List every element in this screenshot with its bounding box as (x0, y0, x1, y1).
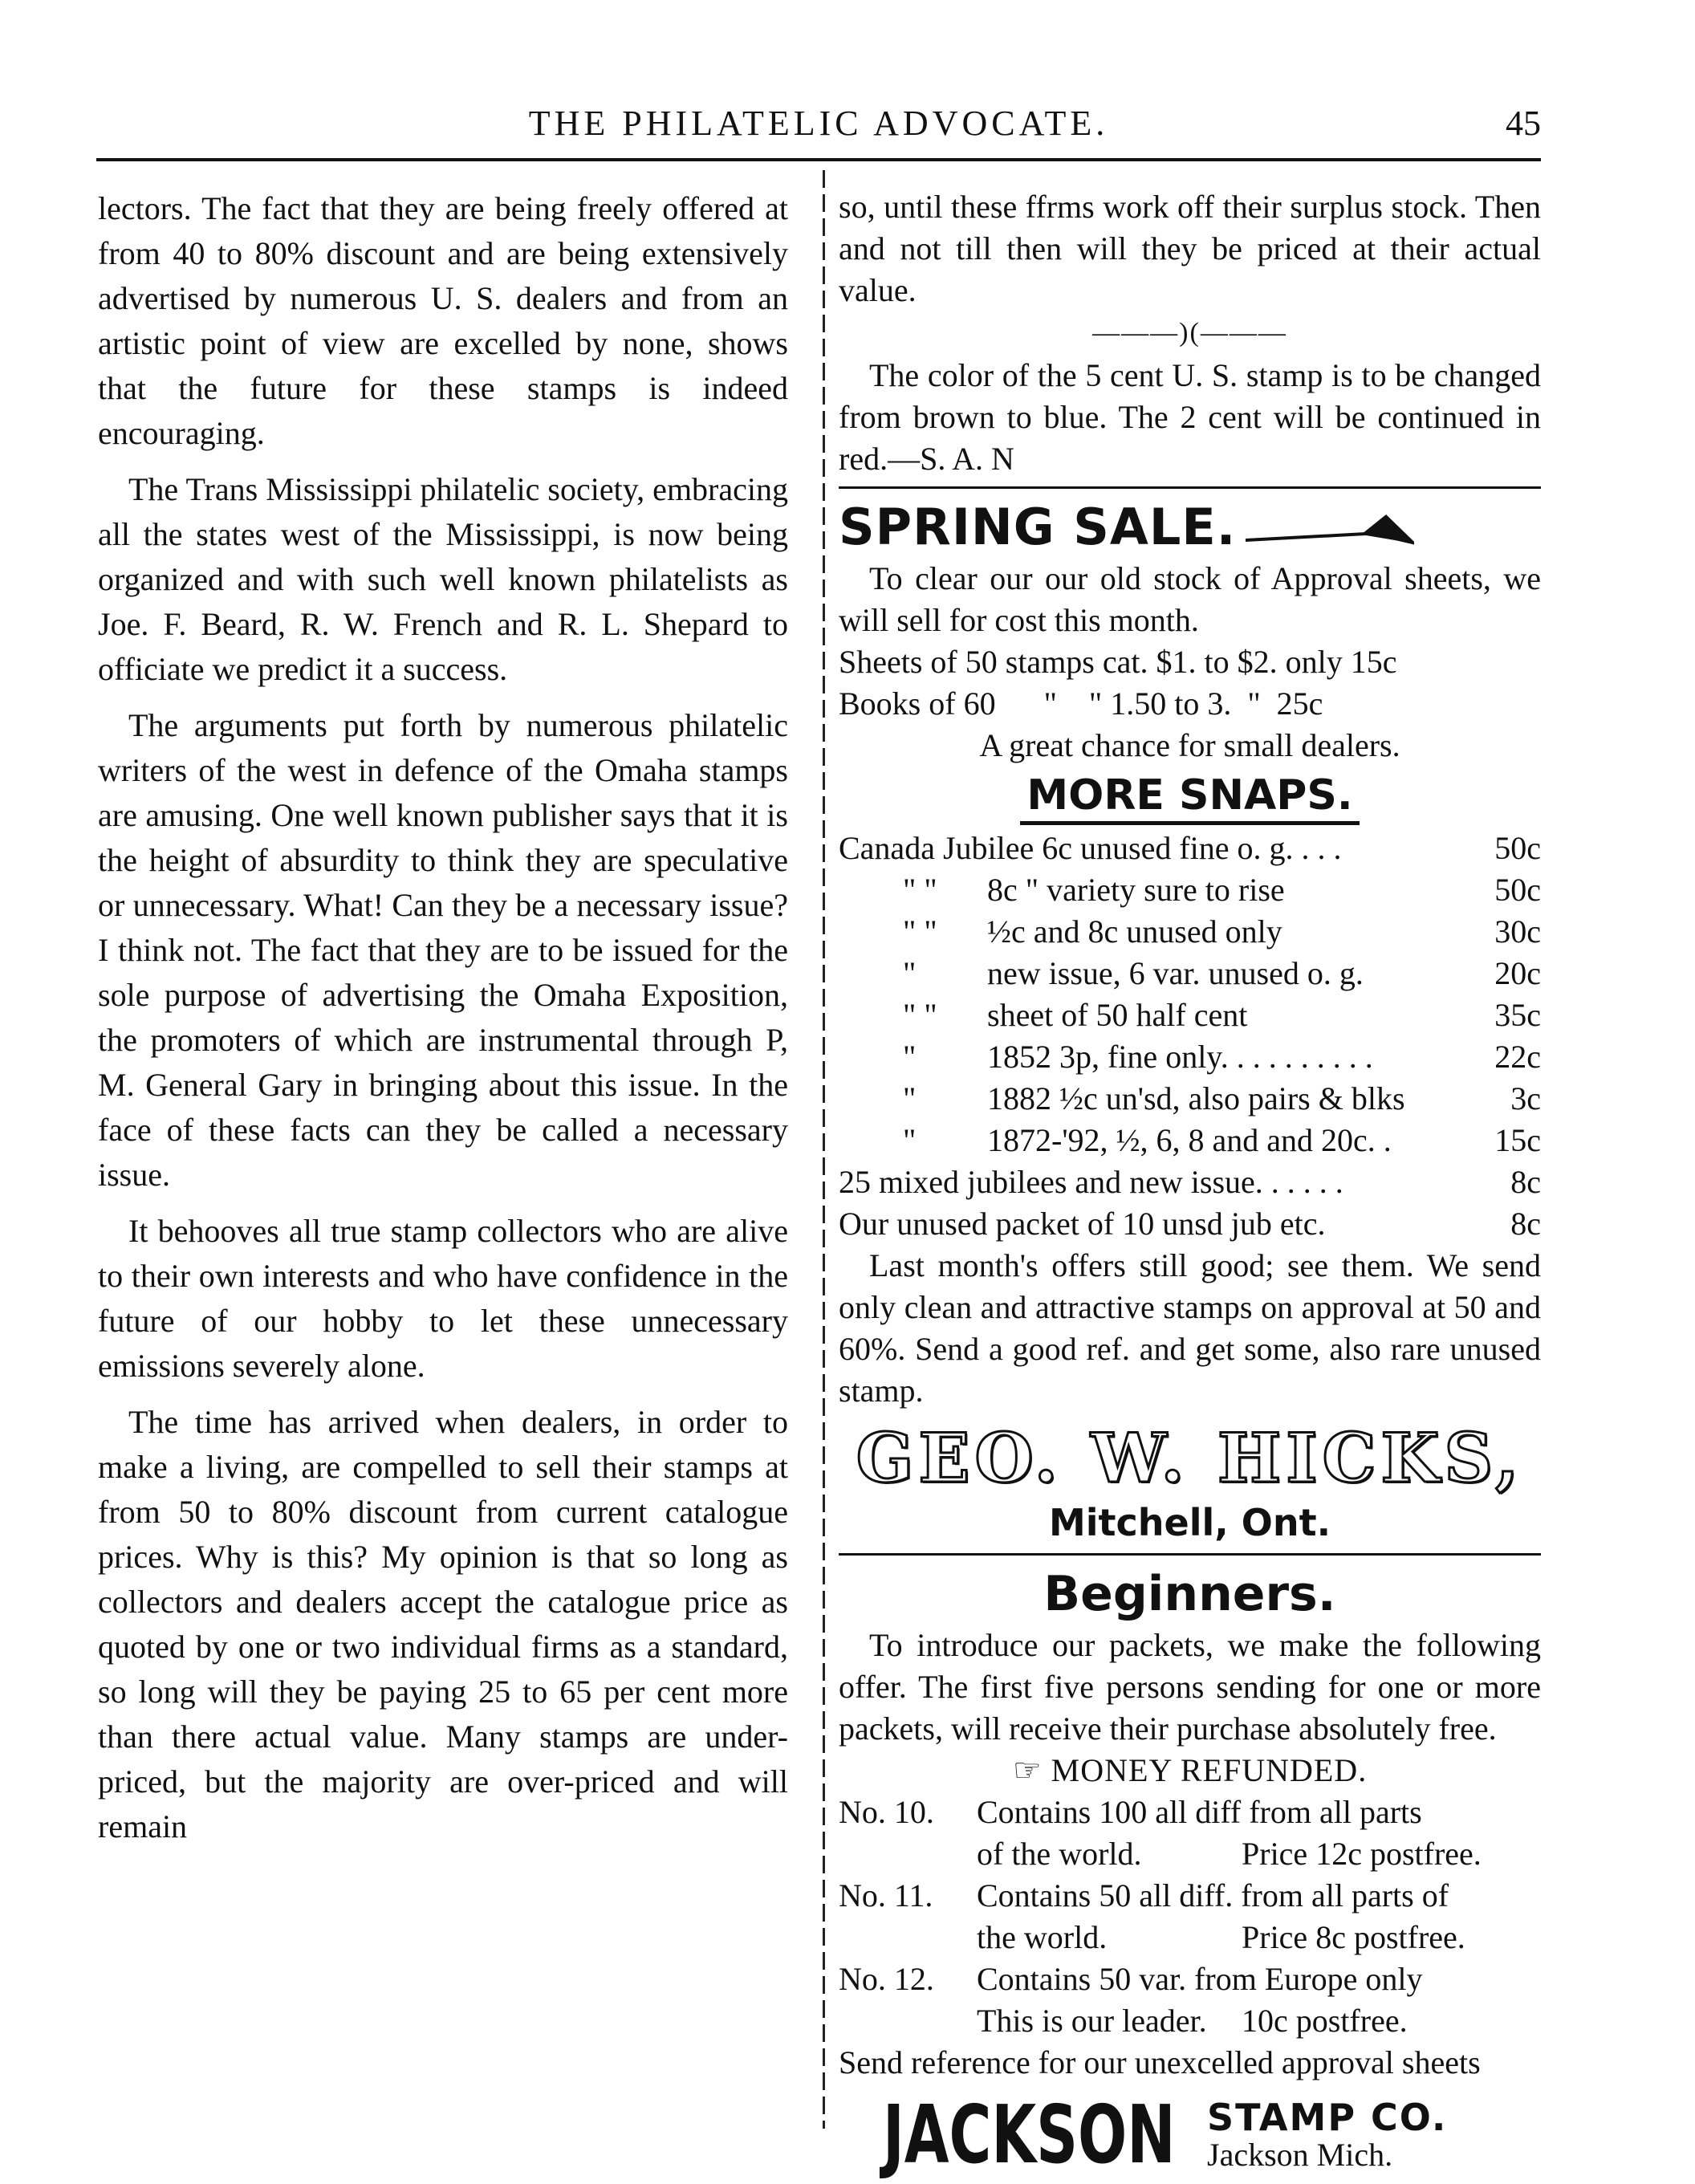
snap-item (839, 1203, 1541, 1245)
snap-item-price: 20c (1494, 955, 1541, 991)
snap-item-text: new issue, 6 var. unused o. g. (987, 955, 1364, 991)
article-paragraph: lectors. The fact that they are being freely offered at from 40 to 80% discount and are being extensively advertised by numerous U. S. dealers and from an artistic point of view are excelled by none, shows that the future for these stamps is indeed encouraging. (98, 190, 788, 451)
snap-item-description (839, 869, 1285, 911)
jackson-name: JACKSON (883, 2088, 1176, 2182)
snap-item-text: 1852 3p, fine only. . . . . . . . . . (987, 1039, 1373, 1075)
beginners-heading: Beginners. (1043, 1566, 1336, 1622)
section-separator: ———)(——— (1092, 318, 1287, 348)
packet-note: of the world. (977, 1836, 1142, 1872)
packet-price: Price 12c postfree. (1242, 1836, 1482, 1872)
spring-sale-intro: To clear our our old stock of Approval sheets, we will sell for cost this month. (839, 560, 1541, 638)
ditto-mark: " " (903, 997, 937, 1033)
jackson-details (1207, 2097, 1447, 2173)
header-rule (96, 158, 1541, 161)
money-refunded-line: ☞ MONEY REFUNDED. (1012, 1752, 1368, 1788)
pencil-icon (1246, 514, 1414, 547)
spring-sale-offer: Books of 60 " " 1.50 to 3. " 25c (839, 685, 1323, 722)
packet-contents: Contains 50 var. from Europe only (977, 1961, 1423, 1997)
packet-price-line (839, 2000, 1541, 2042)
continuation-paragraph: so, until these ffrms work off their surplus stock. Then and not till then will they be priced at their actual value. (839, 189, 1541, 308)
packet-contents: Contains 50 all diff. from all parts of (977, 1877, 1449, 1914)
jackson-location: Jackson Mich. (1207, 2137, 1393, 2173)
packet-note: This is our leader. (977, 2003, 1207, 2039)
spring-sale-heading (839, 497, 1541, 558)
ditto-mark: " (903, 955, 917, 991)
article-paragraph: The Trans Mississippi philatelic society, embracing all the states west of the Mississippi, is now being organized and with such well known philatelists as Joe. F. Beard, R. W. French and R. L. Shepard to officiate we predict it a success. (98, 471, 788, 687)
packet-price: Price 8c postfree. (1242, 1919, 1465, 1955)
packet-item (839, 1875, 1541, 1917)
snap-item-text: Our unused packet of 10 unsd jub etc. (839, 1206, 1326, 1242)
packet-price: 10c postfree. (1242, 2003, 1408, 2039)
snap-item (839, 953, 1541, 994)
snap-item-price: 22c (1494, 1039, 1541, 1075)
section-rule (839, 1553, 1541, 1556)
snap-item-price: 30c (1494, 913, 1541, 950)
more-snaps-ad (839, 770, 1541, 1412)
article-paragraph: The arguments put forth by numerous philatelic writers of the west in defence of the Omaha stamps are amusing. One well known publisher says that it is the height of absurdity to think they are speculative or unnecessary. What! Can they be a necessary issue? I think not. The fact that they are to be issued for the sole purpose of advertising the Omaha Exposition, the promoters of which are instrumental through P, M. General Gary in bringing about this issue. In the face of these facts can they be called a necessary issue. (98, 707, 788, 1193)
hicks-name: GEO. W. HICKS, (856, 1418, 1524, 1498)
jackson-ad (839, 2088, 1541, 2182)
column-divider (823, 170, 825, 2129)
spring-sale-title: SPRING SALE. (839, 498, 1237, 556)
stamp-note-paragraph: The color of the 5 cent U. S. stamp is to be changed from brown to blue. The 2 cent will be continued in red.—S. A. N (839, 357, 1541, 477)
ditto-mark: " " (903, 913, 937, 950)
beginners-ad (839, 1564, 1541, 2084)
snap-item-price: 50c (1494, 830, 1541, 866)
snap-item (839, 828, 1541, 869)
packet-price-line (839, 1833, 1541, 1875)
packet-note: the world. (977, 1919, 1108, 1955)
ditto-mark: " (903, 1039, 917, 1075)
snap-item (839, 1120, 1541, 1161)
page-header (96, 103, 1541, 151)
packet-number: No. 11. (839, 1877, 933, 1914)
packet-contents: Contains 100 all diff from all parts (977, 1794, 1422, 1830)
spring-sale-offer: Sheets of 50 stamps cat. $1. to $2. only 15c (839, 644, 1397, 680)
article-paragraph: It behooves all true stamp collectors who are alive to their own interests and who have confidence in the future of our hobby to let these unnecessary emissions severely alone. (98, 1213, 788, 1384)
snap-item-description (839, 953, 1364, 994)
snap-item-description (839, 828, 1342, 869)
more-snaps-footer: Last month's offers still good; see them. We send only clean and attractive stamps on approval at 50 and 60%. Send a good ref. and get some, also rare unused stamp. (839, 1247, 1541, 1409)
snap-item-text: sheet of 50 half cent (987, 997, 1248, 1033)
snap-item-text: 1882 ½c un'sd, also pairs & blks (987, 1080, 1405, 1116)
packet-number: No. 12. (839, 1961, 934, 1997)
snap-item (839, 1078, 1541, 1120)
beginners-intro: To introduce our packets, we make the following offer. The first five persons sending for one or more packets, will receive their purchase absolutely free. (839, 1627, 1541, 1747)
packet-price-line (839, 1917, 1541, 1958)
snap-item-description (839, 1120, 1392, 1161)
snap-item-description (839, 911, 1282, 953)
left-column (98, 186, 788, 1861)
beginners-closing: Send reference for our unexcelled approval sheets (839, 2044, 1481, 2080)
more-snaps-heading (839, 770, 1541, 821)
section-rule (839, 486, 1541, 489)
packet-list (839, 1792, 1541, 2042)
hicks-location: Mitchell, Ont. (1048, 1501, 1331, 1544)
spring-sale-tagline: A great chance for small dealers. (979, 727, 1400, 763)
page-title: THE PHILATELIC ADVOCATE. (528, 104, 1109, 143)
snap-item-text: Canada Jubilee 6c unused fine o. g. . . . (839, 830, 1342, 866)
snap-item-text: ½c and 8c unused only (987, 913, 1282, 950)
snap-item-description (839, 994, 1247, 1036)
snap-item (839, 994, 1541, 1036)
snap-item-price: 8c (1510, 1164, 1541, 1200)
snap-item-price: 3c (1510, 1080, 1541, 1116)
snap-item (839, 869, 1541, 911)
snap-item-price: 8c (1510, 1206, 1541, 1242)
article-paragraph: The time has arrived when dealers, in order to make a living, are compelled to sell their stamps at from 50 to 80% discount from current catalogue prices. Why is this? My opinion is that so long as collectors and dealers accept the catalogue price as quoted by one or two individual firms as a standard, so long will they be paying 25 to 65 per cent more than there actual value. Many stamps are under-priced, but the majority are over-priced and will remain (98, 1404, 788, 1844)
snap-item-price: 15c (1494, 1122, 1541, 1158)
snap-item-description (839, 1036, 1373, 1078)
page-number: 45 (1506, 104, 1541, 143)
snap-item-text: 1872-'92, ½, 6, 8 and and 20c. . (987, 1122, 1392, 1158)
packet-item (839, 1958, 1541, 2000)
snap-item-description (839, 1078, 1405, 1120)
right-column (839, 186, 1541, 2182)
more-snaps-title: MORE SNAPS. (1020, 771, 1359, 825)
packet-item (839, 1792, 1541, 1833)
snap-item (839, 911, 1541, 953)
spring-sale-ad (839, 497, 1541, 767)
snap-item-price: 35c (1494, 997, 1541, 1033)
snap-list (839, 828, 1541, 1245)
snap-item-price: 50c (1494, 872, 1541, 908)
ditto-mark: " " (903, 872, 937, 908)
packet-number: No. 10. (839, 1794, 934, 1830)
snap-item-description (839, 1161, 1343, 1203)
snap-item (839, 1036, 1541, 1078)
snap-item-description (839, 1203, 1326, 1245)
jackson-company: STAMP CO. (1207, 2096, 1448, 2139)
ditto-mark: " (903, 1080, 917, 1116)
snap-item-text: 25 mixed jubilees and new issue. . . . . . (839, 1164, 1343, 1200)
snap-item (839, 1161, 1541, 1203)
snap-item-text: 8c " variety sure to rise (987, 872, 1285, 908)
ditto-mark: " (903, 1122, 917, 1158)
